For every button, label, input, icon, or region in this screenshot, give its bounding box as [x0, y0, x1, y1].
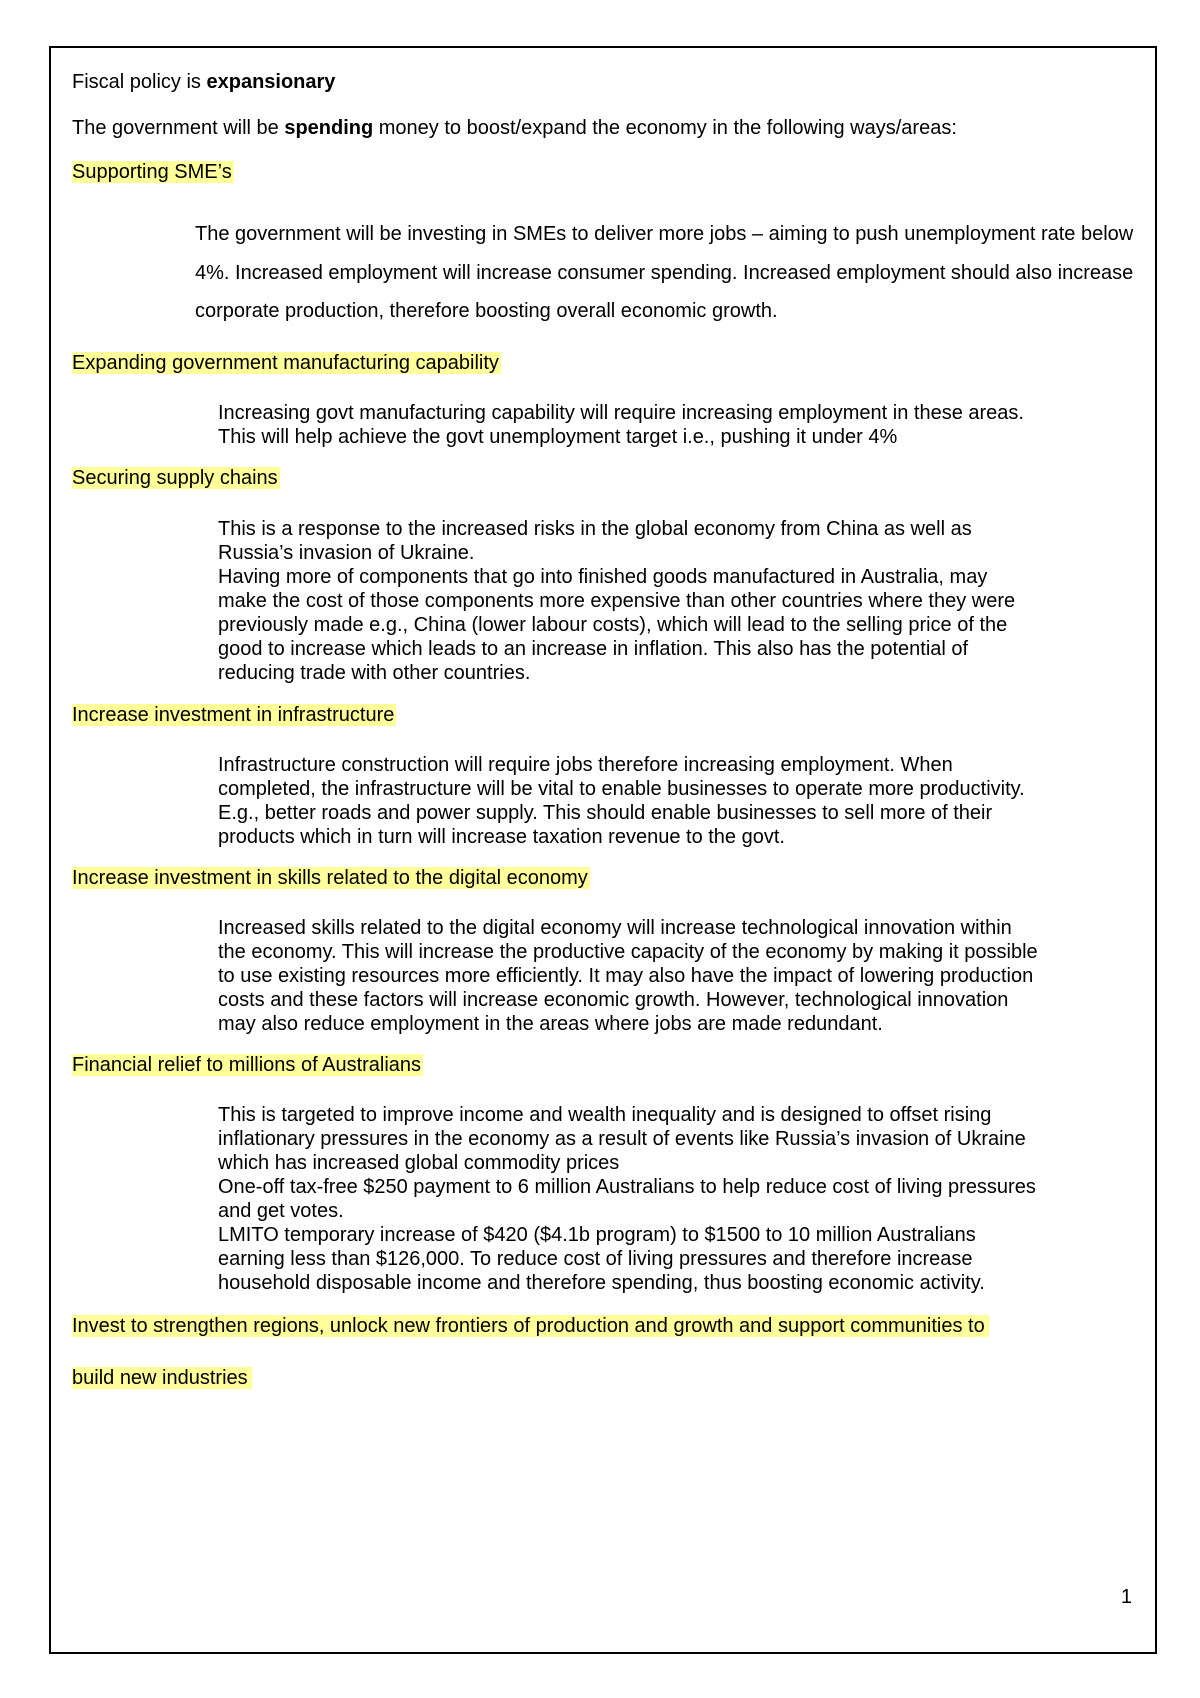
- body-line: which has increased global commodity prices: [218, 1151, 620, 1174]
- section-body-manufacturing: [218, 401, 1148, 449]
- body-line: good to increase which leads to an increase in inflation. This also has the potential of: [218, 637, 969, 660]
- body-line: make the cost of those components more expensive than other countries where they were: [218, 589, 1016, 612]
- section-heading-financial-relief: [72, 1053, 1137, 1077]
- body-line: LMITO temporary increase of $420 ($4.1b program) to $1500 to 10 million Australians: [218, 1223, 976, 1246]
- document-body: [72, 70, 1137, 1397]
- body-line: may also reduce employment in the areas where jobs are made redundant.: [218, 1012, 883, 1035]
- section-body-supply-chains: [218, 517, 1148, 685]
- section-body-financial-relief: [218, 1103, 1148, 1295]
- section-body-digital-economy: [218, 916, 1148, 1036]
- body-line: the economy. This will increase the productive capacity of the economy by making it possible: [218, 940, 1038, 963]
- section-heading-sme: [72, 160, 1137, 184]
- section-heading-manufacturing: [72, 351, 1137, 375]
- body-line: One-off tax-free $250 payment to 6 million Australians to help reduce cost of living pressures: [218, 1175, 1036, 1198]
- body-line: This will help achieve the govt unemployment target i.e., pushing it under 4%: [218, 425, 898, 448]
- body-line: inflationary pressures in the economy as a result of events like Russia’s invasion of Ukraine: [218, 1127, 1026, 1150]
- section-heading-digital-economy: [72, 866, 1137, 890]
- body-line: Russia’s invasion of Ukraine.: [218, 541, 475, 564]
- body-line: completed, the infrastructure will be vital to enable businesses to operate more productivity.: [218, 777, 1025, 800]
- body-line: This is targeted to improve income and wealth inequality and is designed to offset rising: [218, 1103, 992, 1126]
- section-heading-regions-line-2: [72, 1359, 1137, 1397]
- body-line: household disposable income and therefore spending, thus boosting economic activity.: [218, 1271, 985, 1294]
- section-heading-supply-chains: [72, 466, 1137, 490]
- intro-line-2: [72, 116, 1137, 140]
- section-heading-regions-line-1-text: Invest to strengthen regions, unlock new frontiers of production and growth and support communities to: [72, 1315, 989, 1337]
- section-heading-regions-line-1: [72, 1307, 1137, 1345]
- body-line: Having more of components that go into finished goods manufactured in Australia, may: [218, 565, 988, 588]
- body-line: Increasing govt manufacturing capability will require increasing employment in these areas.: [218, 401, 1024, 424]
- page-number: 1: [1120, 1586, 1132, 1608]
- section-heading-infrastructure: [72, 703, 1137, 727]
- section-heading-digital-economy-text: Increase investment in skills related to the digital economy: [72, 866, 588, 889]
- body-line: previously made e.g., China (lower labour costs), which will lead to the selling price of the: [218, 613, 1008, 636]
- body-line: to use existing resources more efficiently. It may also have the impact of lowering production: [218, 964, 1034, 987]
- section-heading-infrastructure-text: Increase investment in infrastructure: [72, 703, 395, 726]
- body-line: reducing trade with other countries.: [218, 661, 531, 684]
- body-line: products which in turn will increase taxation revenue to the govt.: [218, 825, 785, 848]
- section-heading-financial-relief-text: Financial relief to millions of Australians: [72, 1053, 422, 1076]
- body-line: Infrastructure construction will require jobs therefore increasing employment. When: [218, 753, 953, 776]
- intro-line-1-text: Fiscal policy is: [72, 71, 207, 93]
- section-heading-manufacturing-text: Expanding government manufacturing capability: [72, 351, 499, 374]
- section-heading-regions-line-2-text: build new industries: [72, 1367, 252, 1389]
- section-body-sme: The government will be investing in SMEs to deliver more jobs – aiming to push unemployment rate below 4%. Increased employment will increase consumer spending. Increased employment should also increase corporate production, therefore boosting overall economic growth.: [195, 223, 1134, 322]
- intro-line-2-bold: spending: [284, 117, 374, 139]
- section-heading-supply-chains-text: Securing supply chains: [72, 466, 278, 489]
- section-body-infrastructure: [218, 753, 1148, 849]
- section-heading-sme-text: Supporting SME’s: [72, 161, 232, 183]
- intro-line-2-suffix: money to boost/expand the economy in the following ways/areas:: [373, 117, 957, 139]
- intro-line-1-bold: expansionary: [206, 71, 336, 93]
- body-line: and get votes.: [218, 1199, 344, 1222]
- intro-line-2-prefix: The government will be: [72, 117, 285, 139]
- body-line: This is a response to the increased risks in the global economy from China as well as: [218, 517, 972, 540]
- body-line: costs and these factors will increase economic growth. However, technological innovation: [218, 988, 1009, 1011]
- body-line: earning less than $126,000. To reduce cost of living pressures and therefore increase: [218, 1247, 973, 1270]
- body-line: E.g., better roads and power supply. This should enable businesses to sell more of their: [218, 801, 993, 824]
- intro-line-1: [72, 70, 1137, 94]
- section-heading-regions: [72, 1307, 1137, 1397]
- body-line: Increased skills related to the digital economy will increase technological innovation within: [218, 916, 1012, 939]
